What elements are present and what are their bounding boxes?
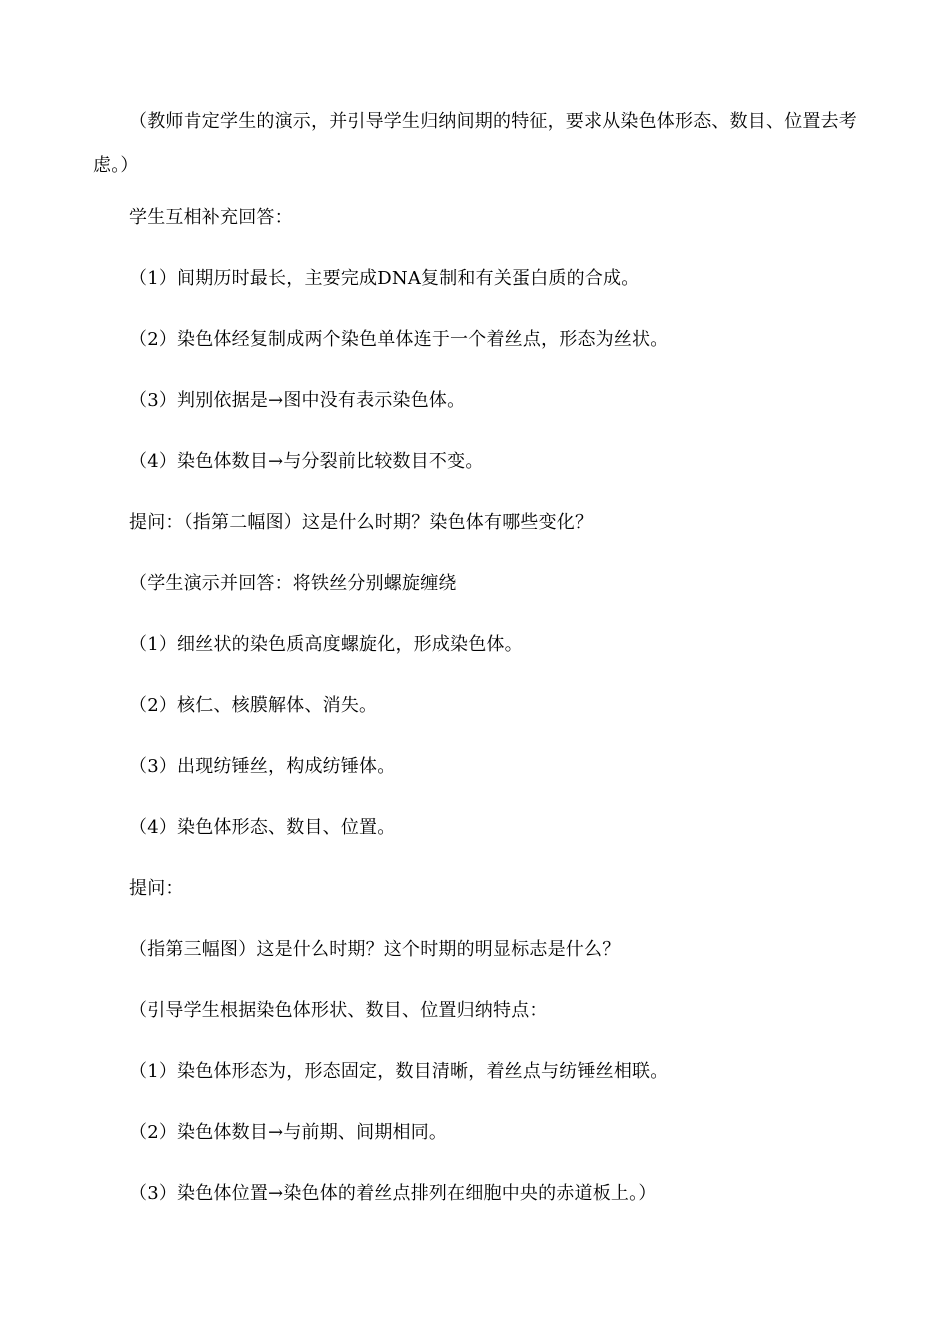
text-line-3: （2）染色体经复制成两个染色单体连于一个着丝点，形态为丝状。 <box>129 329 669 350</box>
text-line-7: （学生演示并回答：将铁丝分别螺旋缠绕 <box>129 573 457 594</box>
text-line-15: （1）染色体形态为，形态固定，数目清晰，着丝点与纺锤丝相联。 <box>129 1061 669 1082</box>
text-line-14: （引导学生根据染色体形状、数目、位置归纳特点： <box>129 1000 548 1021</box>
text-line-1: 学生互相补充回答： <box>129 207 293 228</box>
text-line-6: 提问：（指第二幅图）这是什么时期？染色体有哪些变化？ <box>129 512 594 533</box>
text-line-12: 提问： <box>129 878 184 899</box>
text-line-4: （3）判别依据是→图中没有表示染色体。 <box>129 390 466 411</box>
intro-paragraph: （教师肯定学生的演示，并引导学生归纳间期的特征，要求从染色体形态、数目、位置去考虑。） <box>93 111 857 176</box>
text-line-13: （指第三幅图）这是什么时期？这个时期的明显标志是什么？ <box>129 939 621 960</box>
text-line-16: （2）染色体数目→与前期、间期相同。 <box>129 1122 448 1143</box>
text-line-9: （2）核仁、核膜解体、消失。 <box>129 695 378 716</box>
text-line-17: （3）染色体位置→染色体的着丝点排列在细胞中央的赤道板上。） <box>129 1183 657 1204</box>
text-line-8: （1）细丝状的染色质高度螺旋化，形成染色体。 <box>129 634 523 655</box>
text-line-10: （3）出现纺锤丝，构成纺锤体。 <box>129 756 396 777</box>
text-line-11: （4）染色体形态、数目、位置。 <box>129 817 396 838</box>
text-line-2: （1）间期历时最长，主要完成DNA复制和有关蛋白质的合成。 <box>129 268 640 289</box>
text-line-5: （4）染色体数目→与分裂前比较数目不变。 <box>129 451 484 472</box>
